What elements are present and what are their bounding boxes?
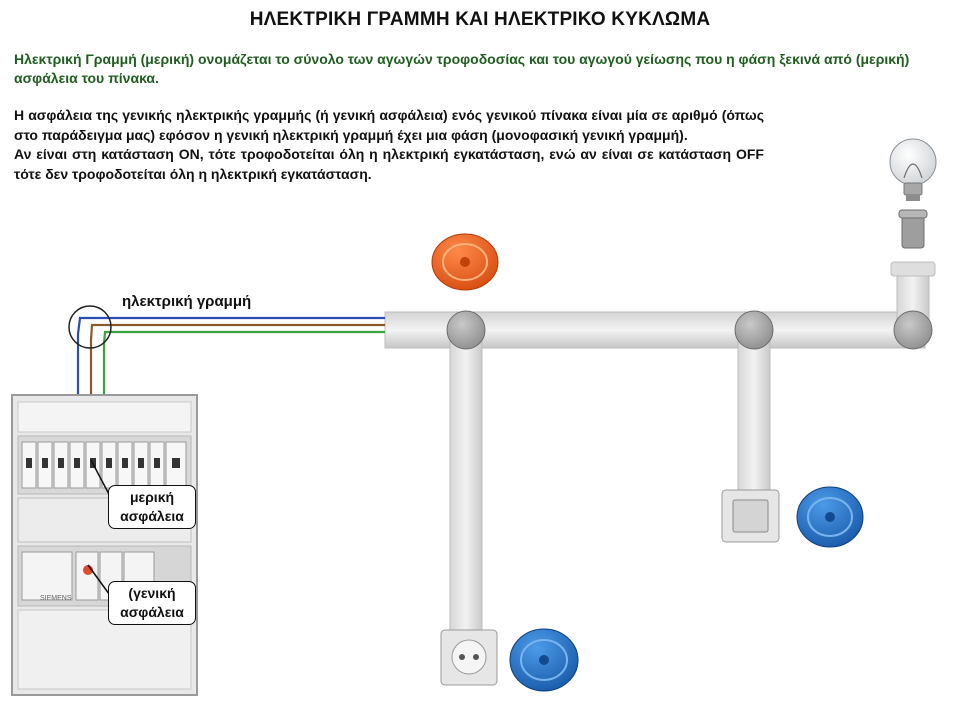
conduit-to-switch [738, 330, 770, 495]
main-fuse-callout: (γενική ασφάλεια [108, 581, 196, 625]
paragraph-on-off: Αν είναι στη κατάσταση ON, τότε τροφοδοτείται όλη η ηλεκτρική εγκατάσταση, ενώ αν είναι σε κατάσταση OFF τότε δεν τροφοδοτείται όλη η ηλεκτρική εγκατάσταση. [14, 146, 764, 182]
orange-junction-box [432, 234, 498, 290]
intro-definition: Ηλεκτρική Γραμμή (μερική) ονομάζεται το σύνολο των αγωγών τροφοδοσίας και του αγωγού γείωσης που η φάση ξεκινά από (μερική) ασφάλεια του πίνακα. [14, 51, 910, 86]
electric-line-label: ηλεκτρική γραμμή [122, 293, 252, 310]
panel-brand: SIEMENS [40, 595, 72, 602]
page-title: ΗΛΕΚΤΡΙΚΗ ΓΡΑΜΜΗ ΚΑΙ ΗΛΕΚΤΡΙΚΟ ΚΥΚΛΩΜΑ [249, 9, 711, 30]
blue-box-switch [797, 487, 863, 547]
earth-wire [104, 332, 385, 402]
neutral-wire [78, 318, 385, 402]
partial-fuse-callout: μερική ασφάλεια [108, 485, 196, 529]
light-bulb [890, 139, 936, 201]
socket-outlet [441, 630, 497, 685]
phase-wire [91, 325, 385, 402]
paragraph-main-fuse: Η ασφάλεια της γενικής ηλεκτρικής γραμμής (ή γενική ασφάλεια) ενός γενικού πίνακα είναι μία σε αριθμό (όπως στο παράδειγμα μας) εφόσον η γενική ηλεκτρική γραμμή έχει μια φάση (μονοφασική γενική γραμμή). [14, 107, 764, 143]
conduit-to-socket [450, 330, 482, 635]
blue-box-socket [510, 629, 578, 691]
junction-box-2 [735, 311, 773, 349]
light-switch [722, 490, 779, 542]
junction-box-3 [894, 311, 932, 349]
junction-box-1 [447, 311, 485, 349]
distribution-panel [12, 395, 197, 695]
feed-wires [78, 318, 385, 402]
lamp-holder [899, 210, 927, 248]
